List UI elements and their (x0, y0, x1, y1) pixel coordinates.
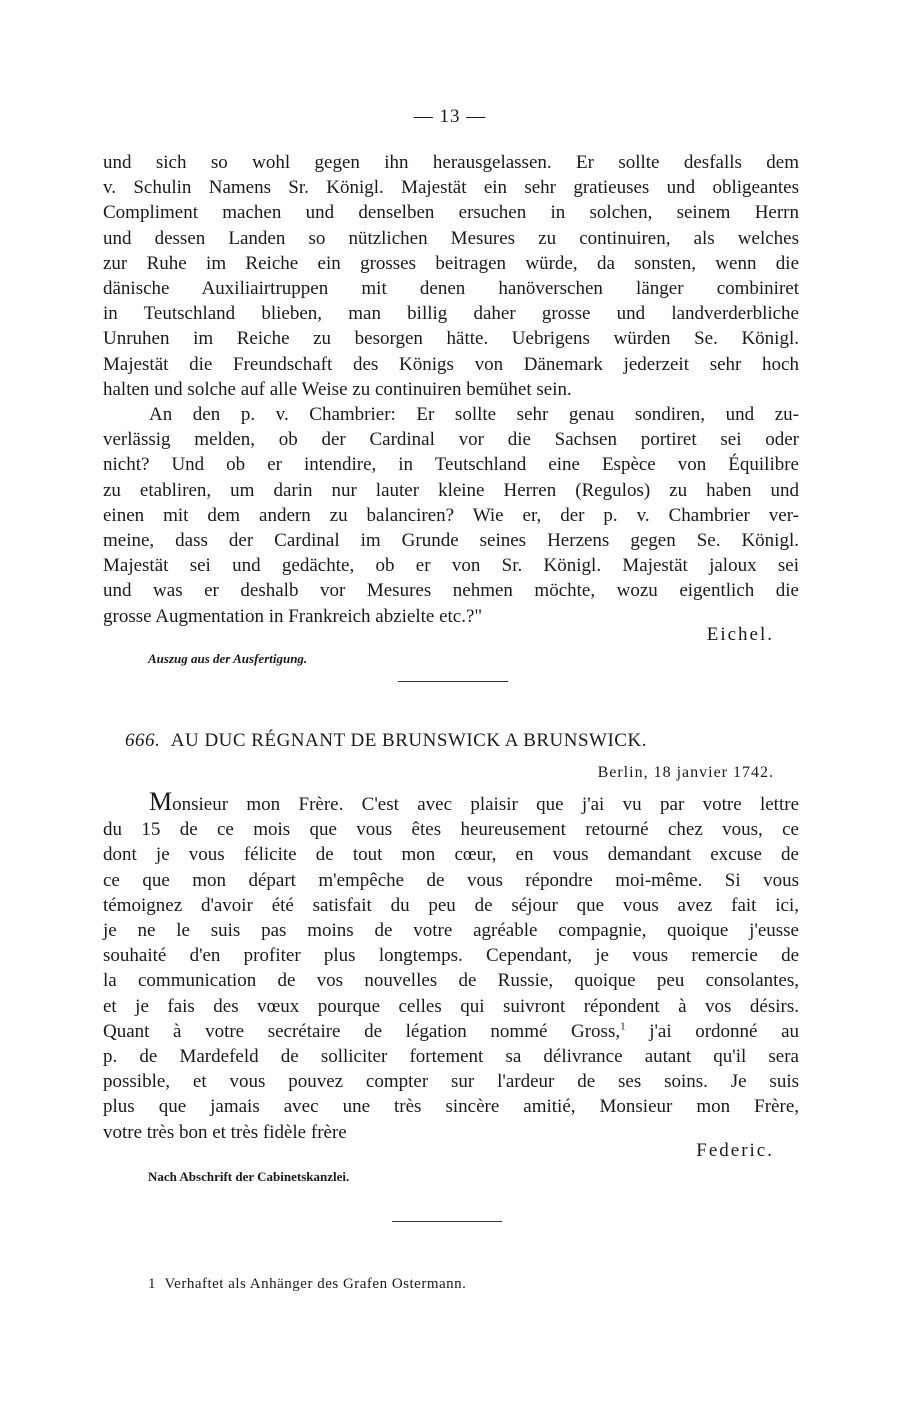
text-line: nicht? Und ob er intendire, in Teutschland eine Espèce von Équilibre (103, 454, 799, 476)
text-line: v. Schulin Namens Sr. Königl. Majestät ein sehr gratieuses und obligeantes (103, 177, 799, 199)
paragraph-eichel-continuation (103, 150, 799, 402)
page-number-header: — 13 — (413, 106, 487, 127)
text-line: einen mit dem andern zu balanciren? Wie er, der p. v. Chambrier ver- (103, 504, 799, 526)
text-line: grosse Augmentation in Frankreich abzielte etc.?" (103, 605, 483, 627)
text-line: du 15 de ce mois que vous êtes heureusement retourné chez vous, ce (103, 819, 799, 841)
letter-heading (125, 730, 775, 752)
paragraph-chambrier-instruction (103, 402, 799, 629)
letter-body (103, 787, 800, 1145)
text-line: Compliment machen und denselben ersuchen in solchen, seinem Herrn (103, 202, 799, 224)
text-line: dont je vous félicite de tout mon cœur, en vous demandant excuse de (103, 844, 799, 866)
letter-title: AU DUC RÉGNANT DE BRUNSWICK A BRUNSWICK. (170, 730, 647, 751)
text-line: zur Ruhe im Reiche ein grosses beitragen würde, da sonsten, wenn die (103, 252, 799, 274)
section-divider (398, 681, 508, 682)
text-line: Monsieur mon Frère. C'est avec plaisir que j'ai vu par votre lettre (149, 787, 799, 816)
signature-eichel: Eichel. (706, 624, 774, 645)
signature-federic: Federic. (696, 1140, 774, 1161)
letter-initial: M (149, 787, 173, 816)
text-line: Unruhen im Reiche zu besorgen hätte. Uebrigens würden Se. Königl. (103, 328, 799, 350)
text-line: halten und solche auf alle Weise zu continuiren bemühet sein. (103, 378, 572, 400)
text-line: je ne le suis pas moins de votre agréable compagnie, quoique j'eusse (103, 920, 799, 942)
text-line: dänische Auxiliairtruppen mit denen hanöverschen länger combiniret (103, 278, 799, 300)
text-line: et je fais des vœux pourque celles qui suivront répondent à vos désirs. (103, 995, 799, 1017)
footnote-text: Verhaftet als Anhänger des Grafen Ostermann. (164, 1276, 467, 1292)
text-line: ce que mon départ m'empêche de vous répondre moi-même. Si vous (103, 869, 799, 891)
source-note-first: Auszug aus der Ausfertigung. (148, 651, 308, 666)
text-line: und was er deshalb vor Mesures nehmen möchte, wozu eigentlich die (103, 580, 799, 602)
letter-number: 666. (125, 730, 161, 751)
text-line: témoignez d'avoir été satisfait du peu de séjour que vous avez fait ici, (103, 894, 799, 916)
footnote (148, 1276, 466, 1293)
footnote-reference: 1 (620, 1020, 626, 1033)
text-line: p. de Mardefeld de solliciter fortement sa délivrance autant qu'il sera (103, 1046, 799, 1068)
text-line: souhaité d'en profiter plus longtemps. Cependant, je vous remercie de (103, 945, 799, 967)
text-line: possible, et vous pouvez compter sur l'ardeur de ses soins. Je suis (103, 1071, 799, 1093)
letter-dateline: Berlin, 18 janvier 1742. (597, 764, 774, 781)
text-line: verlässig melden, ob der Cardinal vor die Sachsen portiret sei oder (103, 429, 799, 451)
text-line: zu etabliren, um darin nur lauter kleine Herren (Regulos) zu haben und (103, 479, 799, 501)
text-line: meine, dass der Cardinal im Grunde seines Herzens gegen Se. Königl. (103, 530, 799, 552)
text-line: und dessen Landen so nützlichen Mesures zu continuiren, als welches (103, 227, 799, 249)
text-line: plus que jamais avec une très sincère amitié, Monsieur mon Frère, (103, 1096, 799, 1118)
footnote-marker: 1 (148, 1276, 156, 1292)
footnote-divider (392, 1221, 502, 1222)
text-line: Majestät die Freundschaft des Königs von Dänemark jederzeit sehr hoch (103, 353, 799, 375)
text-line: Majestät sei und gedächte, ob er von Sr. Königl. Majestät jaloux sei (103, 555, 799, 577)
text-line: Quant à votre secrétaire de légation nommé Gross,$^1$ j'ai ordonné au (103, 1020, 800, 1042)
text-line: votre très bon et très fidèle frère (103, 1121, 347, 1143)
text-line: la communication de vos nouvelles de Russie, quoique peu consolantes, (103, 970, 799, 992)
text-line: und sich so wohl gegen ihn herausgelassen. Er sollte desfalls dem (103, 152, 799, 173)
text-line: in Teutschland blieben, man billig daher grosse und landverderbliche (103, 303, 799, 325)
source-note-second: Nach Abschrift der Cabinetskanzlei. (148, 1169, 350, 1184)
text-line: An den p. v. Chambrier: Er sollte sehr genau sondiren, und zu- (149, 404, 799, 425)
